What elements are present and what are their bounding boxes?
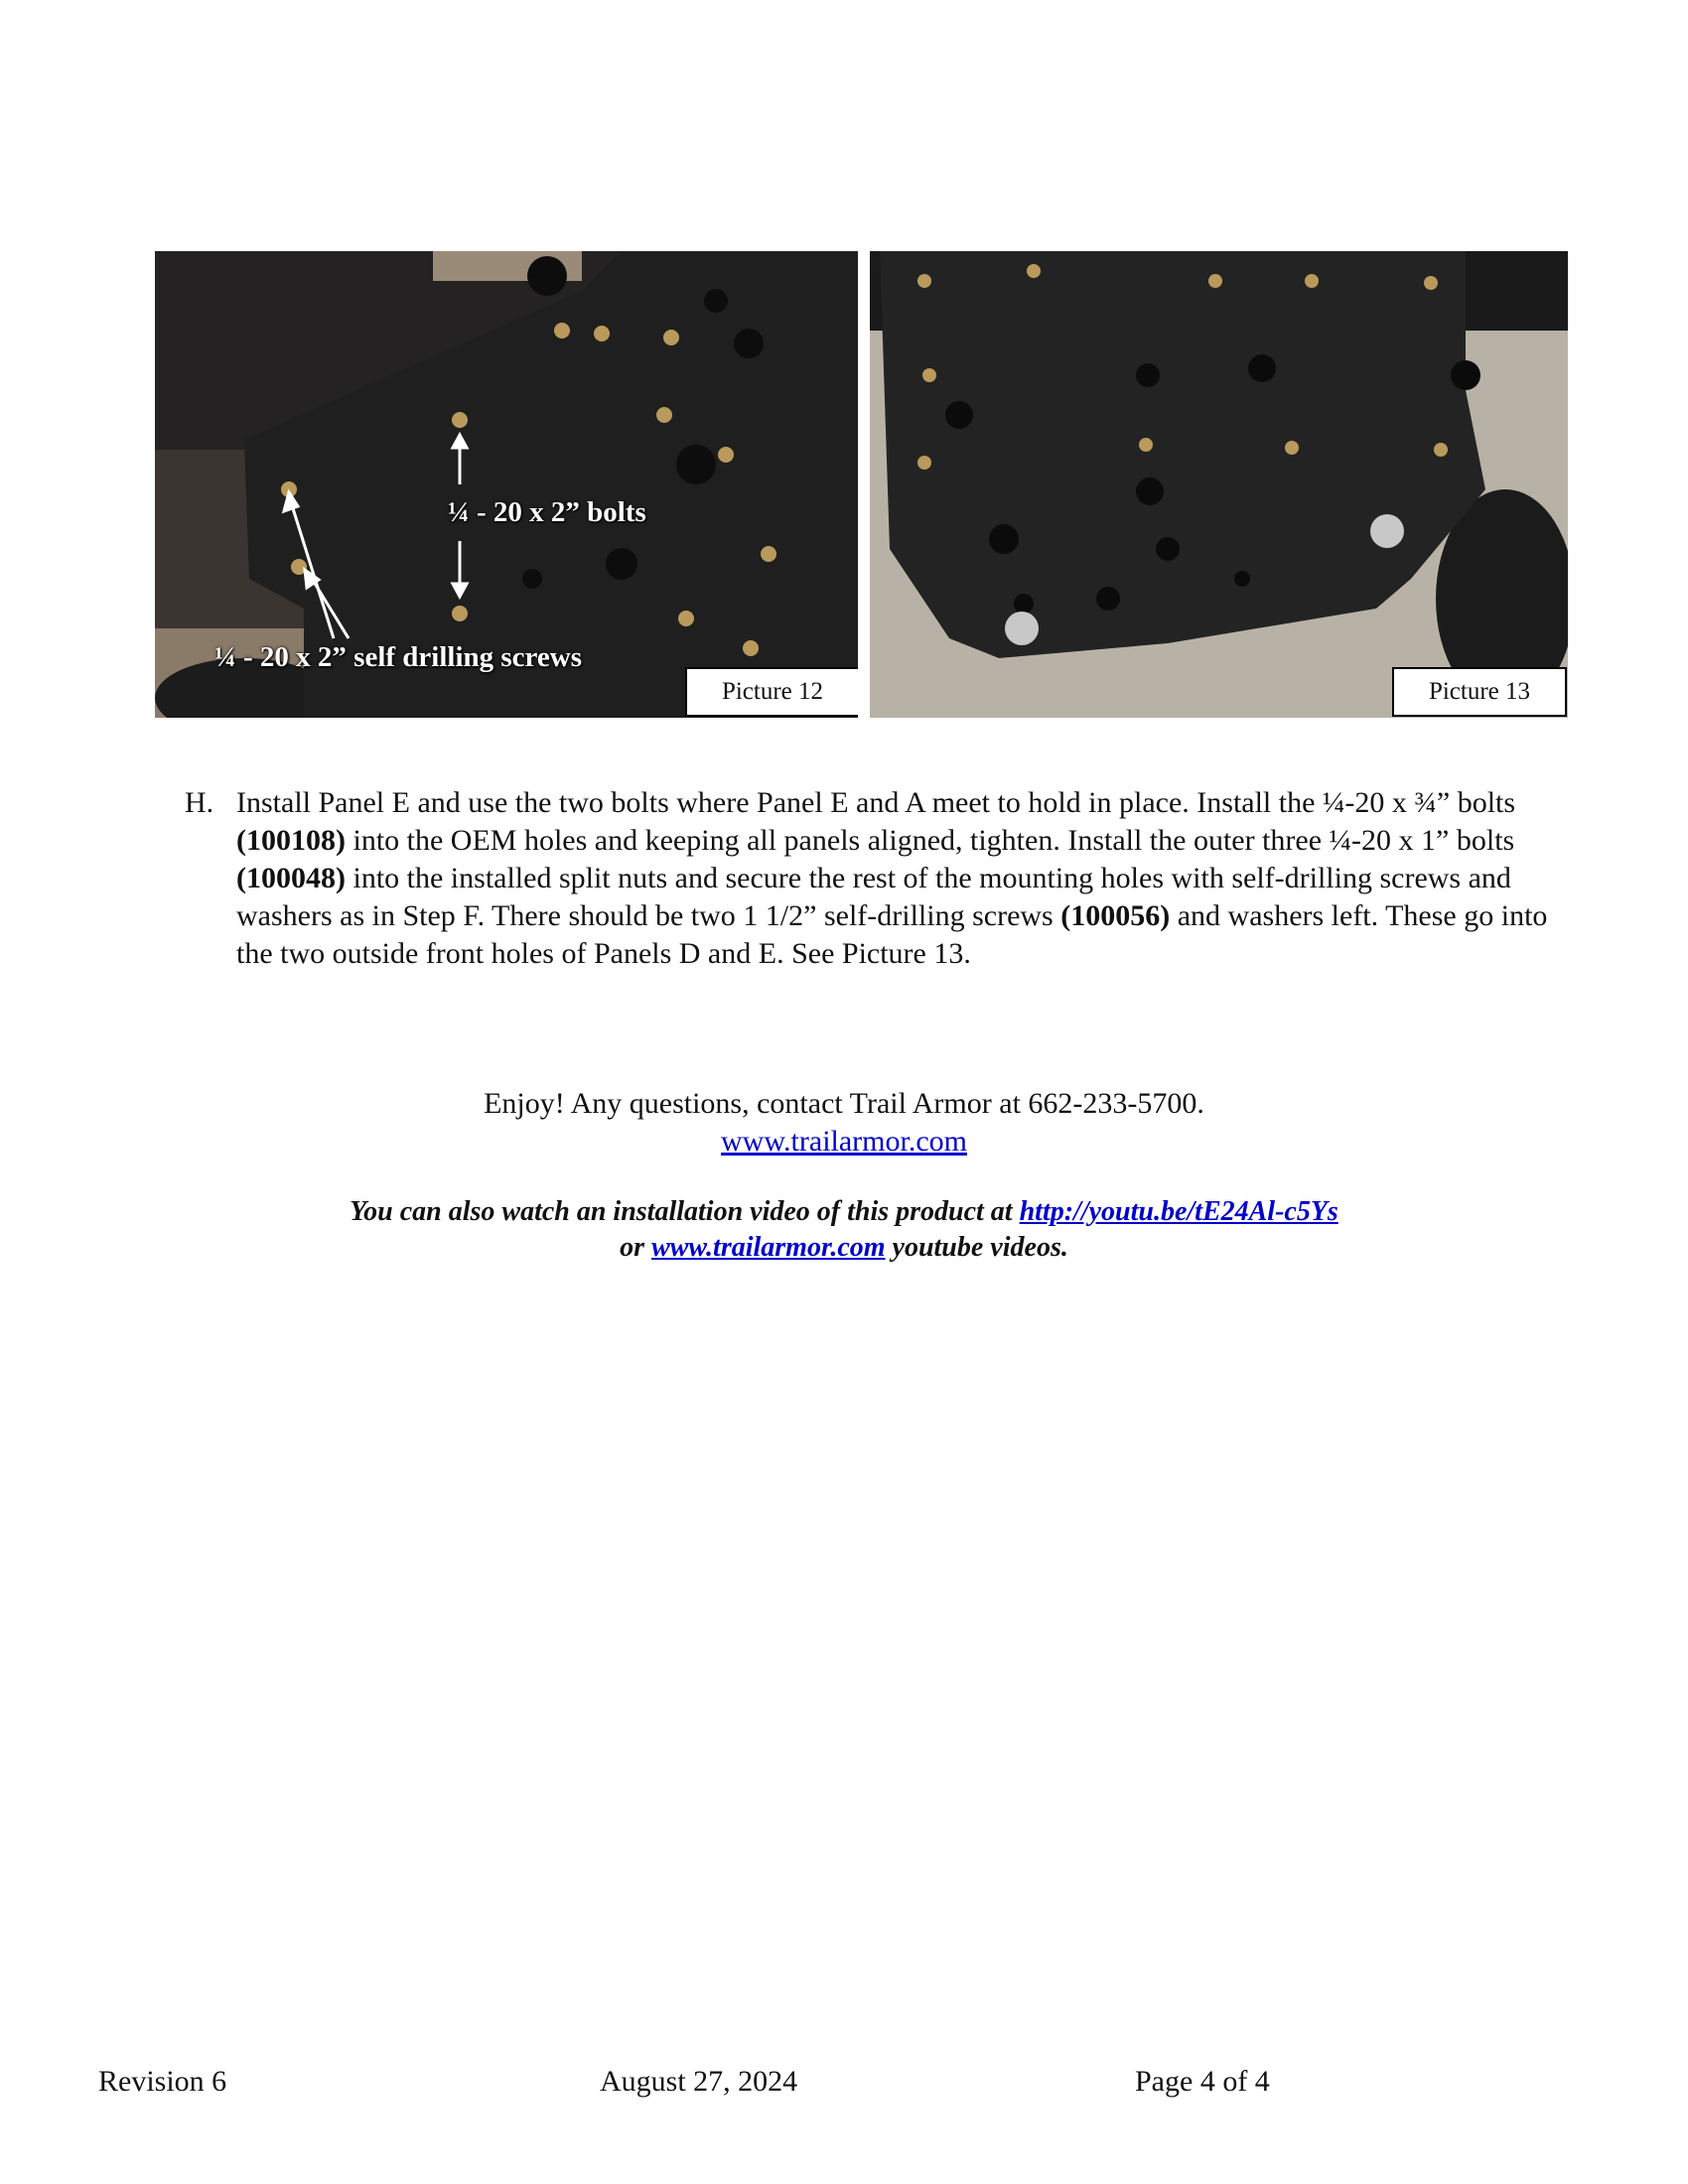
bolts-label: ¼ - 20 x 2” bolts	[448, 496, 646, 528]
step-h-text-2: into the OEM holes and keeping all panels aligned, tighten. Install the outer three ¼-20 x 1” bolts	[345, 824, 1515, 857]
step-h-marker: H.	[185, 786, 214, 819]
video-block	[0, 1194, 1688, 1266]
video-suffix: youtube videos.	[885, 1232, 1068, 1263]
footer-revision: Revision 6	[98, 2065, 227, 2098]
picture-12-photo	[155, 251, 858, 718]
skid-plate-photo-13	[870, 251, 1568, 718]
picture-13-caption: Picture 13	[1392, 667, 1567, 717]
video-link[interactable]: http://youtu.be/tE24Al-c5Ys	[1019, 1196, 1338, 1227]
screws-label: ¼ - 20 x 2” self drilling screws	[214, 641, 582, 673]
step-h-text-4: and washers left. These go into the two outside front holes of Panels D and E. See Picture 13.	[236, 899, 1548, 970]
picture-12-caption: Picture 12	[685, 667, 858, 717]
website-link[interactable]: www.trailarmor.com	[721, 1125, 967, 1158]
part-number-100056: (100056)	[1060, 899, 1171, 932]
step-h-text-3: into the installed split nuts and secure the rest of the mounting holes with self-drilling screws and washers as in Step F. There should be two 1 1/2” self-drilling screws	[236, 862, 1511, 932]
video-prefix: You can also watch an installation video of this product at	[350, 1196, 1020, 1227]
video-site-link[interactable]: www.trailarmor.com	[651, 1232, 886, 1263]
step-h-text-1: Install Panel E and use the two bolts where Panel E and A meet to hold in place. Install the ¼-20 x ¾” bolts	[236, 786, 1516, 819]
contact-block	[0, 1085, 1688, 1160]
picture-13-photo	[870, 251, 1568, 718]
contact-line: Enjoy! Any questions, contact Trail Armor at 662-233-5700.	[484, 1087, 1204, 1120]
part-number-100048: (100048)	[236, 862, 346, 894]
part-number-100108: (100108)	[236, 824, 346, 857]
step-h	[185, 784, 1565, 973]
video-or: or	[620, 1232, 652, 1263]
step-h-body	[236, 784, 1565, 973]
footer-page: Page 4 of 4	[1135, 2065, 1270, 2098]
footer-date: August 27, 2024	[600, 2065, 798, 2098]
